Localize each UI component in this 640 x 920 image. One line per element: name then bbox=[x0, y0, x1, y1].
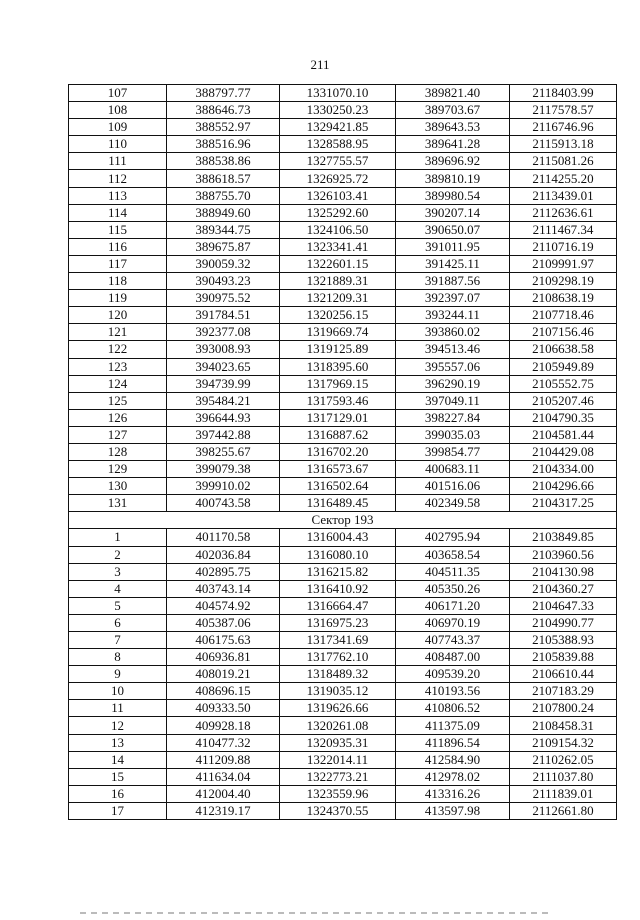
x1-cell: 411209.88 bbox=[167, 751, 280, 768]
y2-cell: 2104790.35 bbox=[510, 409, 617, 426]
x1-cell: 390059.32 bbox=[167, 255, 280, 272]
y1-cell: 1324370.55 bbox=[280, 802, 396, 819]
point-number-cell: 115 bbox=[69, 221, 167, 238]
y1-cell: 1317969.15 bbox=[280, 375, 396, 392]
x1-cell: 389675.87 bbox=[167, 238, 280, 255]
y2-cell: 2117578.57 bbox=[510, 102, 617, 119]
y2-cell: 2111467.34 bbox=[510, 221, 617, 238]
x2-cell: 389641.28 bbox=[396, 136, 510, 153]
y2-cell: 2106610.44 bbox=[510, 666, 617, 683]
point-number-cell: 118 bbox=[69, 273, 167, 290]
point-number-cell: 17 bbox=[69, 802, 167, 819]
x2-cell: 393244.11 bbox=[396, 307, 510, 324]
x1-cell: 402036.84 bbox=[167, 546, 280, 563]
x1-cell: 390975.52 bbox=[167, 290, 280, 307]
x2-cell: 394513.46 bbox=[396, 341, 510, 358]
y2-cell: 2104317.25 bbox=[510, 495, 617, 512]
y1-cell: 1316410.92 bbox=[280, 580, 396, 597]
point-number-cell: 5 bbox=[69, 597, 167, 614]
x2-cell: 406970.19 bbox=[396, 614, 510, 631]
x2-cell: 401516.06 bbox=[396, 478, 510, 495]
x1-cell: 388646.73 bbox=[167, 102, 280, 119]
table-row bbox=[69, 358, 617, 375]
y1-cell: 1321209.31 bbox=[280, 290, 396, 307]
x1-cell: 412319.17 bbox=[167, 802, 280, 819]
y1-cell: 1316004.43 bbox=[280, 529, 396, 546]
x2-cell: 389810.19 bbox=[396, 170, 510, 187]
table-row bbox=[69, 580, 617, 597]
point-number-cell: 128 bbox=[69, 443, 167, 460]
y1-cell: 1327755.57 bbox=[280, 153, 396, 170]
table-row bbox=[69, 187, 617, 204]
section-heading: Сектор 193 bbox=[69, 512, 617, 529]
x2-cell: 389643.53 bbox=[396, 119, 510, 136]
scan-artifact bbox=[80, 912, 550, 914]
table-row bbox=[69, 153, 617, 170]
x1-cell: 400743.58 bbox=[167, 495, 280, 512]
y2-cell: 2118403.99 bbox=[510, 85, 617, 102]
x2-cell: 407743.37 bbox=[396, 632, 510, 649]
y1-cell: 1317129.01 bbox=[280, 409, 396, 426]
table-row bbox=[69, 307, 617, 324]
y2-cell: 2109154.32 bbox=[510, 734, 617, 751]
x2-cell: 412584.90 bbox=[396, 751, 510, 768]
table-row bbox=[69, 495, 617, 512]
table-row bbox=[69, 751, 617, 768]
x1-cell: 388538.86 bbox=[167, 153, 280, 170]
y2-cell: 2113439.01 bbox=[510, 187, 617, 204]
table-row bbox=[69, 443, 617, 460]
y2-cell: 2105207.46 bbox=[510, 392, 617, 409]
x1-cell: 397442.88 bbox=[167, 426, 280, 443]
point-number-cell: 109 bbox=[69, 119, 167, 136]
y1-cell: 1321889.31 bbox=[280, 273, 396, 290]
point-number-cell: 123 bbox=[69, 358, 167, 375]
point-number-cell: 14 bbox=[69, 751, 167, 768]
table-row bbox=[69, 221, 617, 238]
table-row bbox=[69, 102, 617, 119]
y1-cell: 1320256.15 bbox=[280, 307, 396, 324]
y2-cell: 2103960.56 bbox=[510, 546, 617, 563]
y2-cell: 2110716.19 bbox=[510, 238, 617, 255]
y2-cell: 2103849.85 bbox=[510, 529, 617, 546]
table-row bbox=[69, 802, 617, 819]
table-row bbox=[69, 426, 617, 443]
y1-cell: 1318395.60 bbox=[280, 358, 396, 375]
x1-cell: 410477.32 bbox=[167, 734, 280, 751]
x2-cell: 413316.26 bbox=[396, 785, 510, 802]
y2-cell: 2105949.89 bbox=[510, 358, 617, 375]
table-row bbox=[69, 563, 617, 580]
x1-cell: 388755.70 bbox=[167, 187, 280, 204]
x2-cell: 403658.54 bbox=[396, 546, 510, 563]
table-row bbox=[69, 597, 617, 614]
y1-cell: 1316489.45 bbox=[280, 495, 396, 512]
y1-cell: 1331070.10 bbox=[280, 85, 396, 102]
table-row bbox=[69, 136, 617, 153]
y1-cell: 1317762.10 bbox=[280, 649, 396, 666]
y2-cell: 2105388.93 bbox=[510, 632, 617, 649]
x2-cell: 399035.03 bbox=[396, 426, 510, 443]
x2-cell: 390207.14 bbox=[396, 204, 510, 221]
y2-cell: 2105552.75 bbox=[510, 375, 617, 392]
y2-cell: 2109991.97 bbox=[510, 255, 617, 272]
point-number-cell: 117 bbox=[69, 255, 167, 272]
x1-cell: 406175.63 bbox=[167, 632, 280, 649]
x2-cell: 410806.52 bbox=[396, 700, 510, 717]
x1-cell: 388552.97 bbox=[167, 119, 280, 136]
point-number-cell: 125 bbox=[69, 392, 167, 409]
x1-cell: 409333.50 bbox=[167, 700, 280, 717]
table-row bbox=[69, 683, 617, 700]
y1-cell: 1323559.96 bbox=[280, 785, 396, 802]
x2-cell: 405350.26 bbox=[396, 580, 510, 597]
y1-cell: 1317593.46 bbox=[280, 392, 396, 409]
table-row bbox=[69, 273, 617, 290]
x2-cell: 389696.92 bbox=[396, 153, 510, 170]
y1-cell: 1316702.20 bbox=[280, 443, 396, 460]
point-number-cell: 111 bbox=[69, 153, 167, 170]
x2-cell: 393860.02 bbox=[396, 324, 510, 341]
table-row bbox=[69, 478, 617, 495]
point-number-cell: 130 bbox=[69, 478, 167, 495]
y1-cell: 1319626.66 bbox=[280, 700, 396, 717]
point-number-cell: 1 bbox=[69, 529, 167, 546]
y2-cell: 2115913.18 bbox=[510, 136, 617, 153]
table-row bbox=[69, 170, 617, 187]
x1-cell: 389344.75 bbox=[167, 221, 280, 238]
x2-cell: 391887.56 bbox=[396, 273, 510, 290]
point-number-cell: 9 bbox=[69, 666, 167, 683]
y2-cell: 2114255.20 bbox=[510, 170, 617, 187]
x2-cell: 398227.84 bbox=[396, 409, 510, 426]
x2-cell: 397049.11 bbox=[396, 392, 510, 409]
y2-cell: 2111839.01 bbox=[510, 785, 617, 802]
table-row bbox=[69, 632, 617, 649]
y1-cell: 1329421.85 bbox=[280, 119, 396, 136]
y1-cell: 1316975.23 bbox=[280, 614, 396, 631]
coordinates-table bbox=[68, 84, 617, 820]
x1-cell: 411634.04 bbox=[167, 768, 280, 785]
x1-cell: 409928.18 bbox=[167, 717, 280, 734]
y2-cell: 2104581.44 bbox=[510, 426, 617, 443]
point-number-cell: 127 bbox=[69, 426, 167, 443]
x2-cell: 400683.11 bbox=[396, 461, 510, 478]
table-row bbox=[69, 546, 617, 563]
x2-cell: 399854.77 bbox=[396, 443, 510, 460]
y1-cell: 1320935.31 bbox=[280, 734, 396, 751]
x2-cell: 396290.19 bbox=[396, 375, 510, 392]
table-row bbox=[69, 341, 617, 358]
y2-cell: 2108638.19 bbox=[510, 290, 617, 307]
y2-cell: 2104360.27 bbox=[510, 580, 617, 597]
x2-cell: 392397.07 bbox=[396, 290, 510, 307]
x2-cell: 411896.54 bbox=[396, 734, 510, 751]
y1-cell: 1322601.15 bbox=[280, 255, 396, 272]
y2-cell: 2104990.77 bbox=[510, 614, 617, 631]
table-row bbox=[69, 392, 617, 409]
point-number-cell: 110 bbox=[69, 136, 167, 153]
x2-cell: 389821.40 bbox=[396, 85, 510, 102]
y1-cell: 1316573.67 bbox=[280, 461, 396, 478]
x2-cell: 391425.11 bbox=[396, 255, 510, 272]
table-row bbox=[69, 666, 617, 683]
y1-cell: 1316080.10 bbox=[280, 546, 396, 563]
point-number-cell: 12 bbox=[69, 717, 167, 734]
point-number-cell: 13 bbox=[69, 734, 167, 751]
y1-cell: 1316215.82 bbox=[280, 563, 396, 580]
y1-cell: 1322014.11 bbox=[280, 751, 396, 768]
y2-cell: 2104647.33 bbox=[510, 597, 617, 614]
point-number-cell: 10 bbox=[69, 683, 167, 700]
point-number-cell: 7 bbox=[69, 632, 167, 649]
table-row bbox=[69, 238, 617, 255]
x2-cell: 402349.58 bbox=[396, 495, 510, 512]
x1-cell: 394023.65 bbox=[167, 358, 280, 375]
point-number-cell: 6 bbox=[69, 614, 167, 631]
x1-cell: 391784.51 bbox=[167, 307, 280, 324]
point-number-cell: 16 bbox=[69, 785, 167, 802]
point-number-cell: 113 bbox=[69, 187, 167, 204]
table-row bbox=[69, 734, 617, 751]
point-number-cell: 3 bbox=[69, 563, 167, 580]
y2-cell: 2107800.24 bbox=[510, 700, 617, 717]
x1-cell: 404574.92 bbox=[167, 597, 280, 614]
point-number-cell: 119 bbox=[69, 290, 167, 307]
x1-cell: 403743.14 bbox=[167, 580, 280, 597]
y1-cell: 1322773.21 bbox=[280, 768, 396, 785]
point-number-cell: 114 bbox=[69, 204, 167, 221]
x1-cell: 388949.60 bbox=[167, 204, 280, 221]
x2-cell: 412978.02 bbox=[396, 768, 510, 785]
y2-cell: 2104429.08 bbox=[510, 443, 617, 460]
x1-cell: 395484.21 bbox=[167, 392, 280, 409]
point-number-cell: 8 bbox=[69, 649, 167, 666]
x2-cell: 395557.06 bbox=[396, 358, 510, 375]
y1-cell: 1320261.08 bbox=[280, 717, 396, 734]
y2-cell: 2110262.05 bbox=[510, 751, 617, 768]
y2-cell: 2105839.88 bbox=[510, 649, 617, 666]
x1-cell: 398255.67 bbox=[167, 443, 280, 460]
table-row bbox=[69, 409, 617, 426]
x2-cell: 389980.54 bbox=[396, 187, 510, 204]
x1-cell: 406936.81 bbox=[167, 649, 280, 666]
x2-cell: 389703.67 bbox=[396, 102, 510, 119]
table-row bbox=[69, 119, 617, 136]
point-number-cell: 112 bbox=[69, 170, 167, 187]
x2-cell: 404511.35 bbox=[396, 563, 510, 580]
x2-cell: 409539.20 bbox=[396, 666, 510, 683]
x1-cell: 388516.96 bbox=[167, 136, 280, 153]
point-number-cell: 124 bbox=[69, 375, 167, 392]
y2-cell: 2108458.31 bbox=[510, 717, 617, 734]
table-row bbox=[69, 529, 617, 546]
table-row bbox=[69, 700, 617, 717]
point-number-cell: 2 bbox=[69, 546, 167, 563]
point-number-cell: 107 bbox=[69, 85, 167, 102]
y1-cell: 1319125.89 bbox=[280, 341, 396, 358]
x2-cell: 413597.98 bbox=[396, 802, 510, 819]
table-row bbox=[69, 785, 617, 802]
y1-cell: 1330250.23 bbox=[280, 102, 396, 119]
y1-cell: 1326925.72 bbox=[280, 170, 396, 187]
x1-cell: 402895.75 bbox=[167, 563, 280, 580]
x1-cell: 393008.93 bbox=[167, 341, 280, 358]
table-row bbox=[69, 768, 617, 785]
point-number-cell: 4 bbox=[69, 580, 167, 597]
y1-cell: 1328588.95 bbox=[280, 136, 396, 153]
y1-cell: 1318489.32 bbox=[280, 666, 396, 683]
y2-cell: 2116746.96 bbox=[510, 119, 617, 136]
point-number-cell: 122 bbox=[69, 341, 167, 358]
y1-cell: 1326103.41 bbox=[280, 187, 396, 204]
x1-cell: 405387.06 bbox=[167, 614, 280, 631]
x1-cell: 399079.38 bbox=[167, 461, 280, 478]
y2-cell: 2112661.80 bbox=[510, 802, 617, 819]
point-number-cell: 126 bbox=[69, 409, 167, 426]
page-number: 211 bbox=[310, 57, 330, 72]
point-number-cell: 15 bbox=[69, 768, 167, 785]
y1-cell: 1324106.50 bbox=[280, 221, 396, 238]
x2-cell: 391011.95 bbox=[396, 238, 510, 255]
y1-cell: 1325292.60 bbox=[280, 204, 396, 221]
y2-cell: 2112636.61 bbox=[510, 204, 617, 221]
x1-cell: 399910.02 bbox=[167, 478, 280, 495]
table-row bbox=[69, 85, 617, 102]
point-number-cell: 121 bbox=[69, 324, 167, 341]
y1-cell: 1319669.74 bbox=[280, 324, 396, 341]
table-row bbox=[69, 461, 617, 478]
x1-cell: 388618.57 bbox=[167, 170, 280, 187]
y1-cell: 1317341.69 bbox=[280, 632, 396, 649]
x1-cell: 396644.93 bbox=[167, 409, 280, 426]
y2-cell: 2109298.19 bbox=[510, 273, 617, 290]
point-number-cell: 108 bbox=[69, 102, 167, 119]
x1-cell: 394739.99 bbox=[167, 375, 280, 392]
table-row bbox=[69, 649, 617, 666]
x1-cell: 401170.58 bbox=[167, 529, 280, 546]
table-row bbox=[69, 324, 617, 341]
y2-cell: 2111037.80 bbox=[510, 768, 617, 785]
x2-cell: 402795.94 bbox=[396, 529, 510, 546]
y1-cell: 1316502.64 bbox=[280, 478, 396, 495]
y1-cell: 1323341.41 bbox=[280, 238, 396, 255]
y2-cell: 2115081.26 bbox=[510, 153, 617, 170]
y2-cell: 2107718.46 bbox=[510, 307, 617, 324]
x2-cell: 390650.07 bbox=[396, 221, 510, 238]
x1-cell: 390493.23 bbox=[167, 273, 280, 290]
section-heading-row bbox=[69, 512, 617, 529]
table-row bbox=[69, 204, 617, 221]
y1-cell: 1316887.62 bbox=[280, 426, 396, 443]
y2-cell: 2106638.58 bbox=[510, 341, 617, 358]
y2-cell: 2104130.98 bbox=[510, 563, 617, 580]
x2-cell: 411375.09 bbox=[396, 717, 510, 734]
table-row bbox=[69, 717, 617, 734]
y2-cell: 2104334.00 bbox=[510, 461, 617, 478]
y2-cell: 2107183.29 bbox=[510, 683, 617, 700]
y2-cell: 2104296.66 bbox=[510, 478, 617, 495]
x1-cell: 408696.15 bbox=[167, 683, 280, 700]
table-row bbox=[69, 375, 617, 392]
y2-cell: 2107156.46 bbox=[510, 324, 617, 341]
coordinates-table-body bbox=[69, 85, 617, 820]
table-row bbox=[69, 290, 617, 307]
y1-cell: 1316664.47 bbox=[280, 597, 396, 614]
table-row bbox=[69, 614, 617, 631]
x2-cell: 408487.00 bbox=[396, 649, 510, 666]
x1-cell: 388797.77 bbox=[167, 85, 280, 102]
point-number-cell: 129 bbox=[69, 461, 167, 478]
table-row bbox=[69, 255, 617, 272]
x1-cell: 408019.21 bbox=[167, 666, 280, 683]
x1-cell: 412004.40 bbox=[167, 785, 280, 802]
x2-cell: 410193.56 bbox=[396, 683, 510, 700]
y1-cell: 1319035.12 bbox=[280, 683, 396, 700]
point-number-cell: 116 bbox=[69, 238, 167, 255]
point-number-cell: 131 bbox=[69, 495, 167, 512]
x1-cell: 392377.08 bbox=[167, 324, 280, 341]
x2-cell: 406171.20 bbox=[396, 597, 510, 614]
point-number-cell: 120 bbox=[69, 307, 167, 324]
point-number-cell: 11 bbox=[69, 700, 167, 717]
